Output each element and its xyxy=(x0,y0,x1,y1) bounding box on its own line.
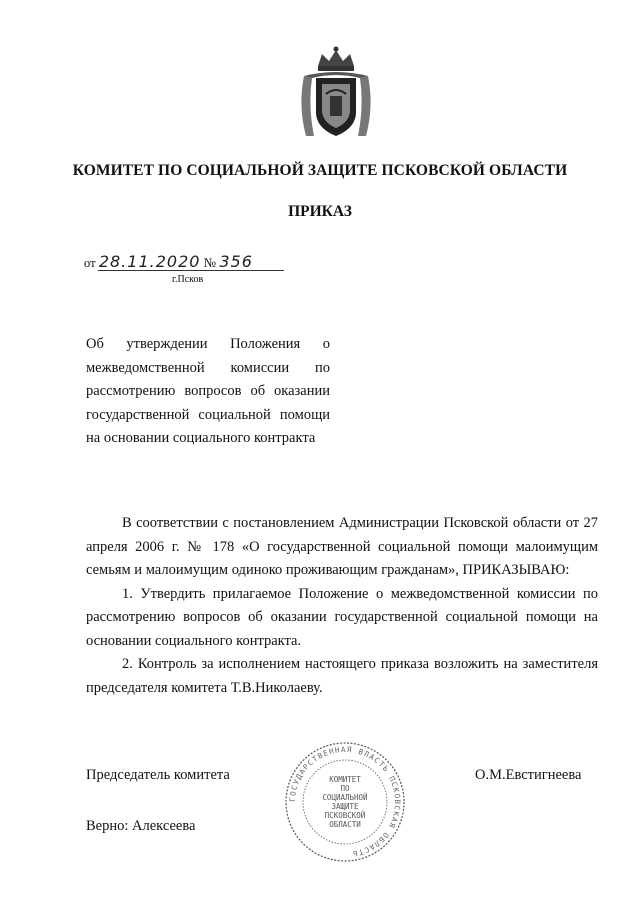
number-label: № xyxy=(203,255,217,270)
subject-block: Об утверждении Положения о межведомственной комиссии по рассмотрению вопросов об оказании государственной социальной помощи на основании социального контракта xyxy=(86,336,330,446)
handwritten-number: 356 xyxy=(219,252,253,271)
document-type: ПРИКАЗ xyxy=(288,203,352,220)
date-number-line xyxy=(84,252,253,271)
date-from-label: от xyxy=(84,256,96,270)
body-paragraph-preamble: В соответствии с постановлением Администрации Псковской области от 27 апреля 2006 г. № 178 «О государственной социальной помощи малоимущим семьям и малоимущим одиноко проживающим гражданам», ПРИКАЗЫВАЮ: xyxy=(86,515,598,578)
seal-line: СОЦИАЛЬНОЙ xyxy=(322,793,368,802)
organization-title: КОМИТЕТ ПО СОЦИАЛЬНОЙ ЗАЩИТЕ ПСКОВСКОЙ ОБЛАСТИ xyxy=(72,162,568,179)
city-label: г.Псков xyxy=(172,274,204,285)
seal-line: ПСКОВСКОЙ xyxy=(324,811,366,820)
signatory-role: Председатель комитета xyxy=(86,767,230,783)
coat-of-arms-emblem xyxy=(296,46,376,142)
document-body xyxy=(86,512,598,700)
seal-line: КОМИТЕТ xyxy=(329,775,361,784)
seal-line: ОБЛАСТИ xyxy=(329,820,361,829)
seal-ring-text: ГОСУДАРСТВЕННАЯ ВЛАСТЬ ПСКОВСКАЯ ОБЛАСТЬ xyxy=(287,744,403,859)
body-paragraph-item-2: 2. Контроль за исполнением настоящего приказа возложить на заместителя председателя комитета Т.В.Николаеву. xyxy=(86,656,598,696)
body-paragraph-item-1: 1. Утвердить прилагаемое Положение о межведомственной комиссии по рассмотрению вопросов об оказании государственной социальной помощи на основании социального контракта. xyxy=(86,585,598,649)
date-underline xyxy=(98,270,284,271)
signatory-name: О.М.Евстигнеева xyxy=(475,767,582,783)
seal-line: ПО xyxy=(340,784,350,793)
official-seal-stamp xyxy=(283,740,407,864)
seal-line: ЗАЩИТЕ xyxy=(331,802,359,811)
handwritten-date: 28.11.2020 xyxy=(98,252,201,271)
certified-copy-note: Верно: Алексеева xyxy=(86,818,196,834)
